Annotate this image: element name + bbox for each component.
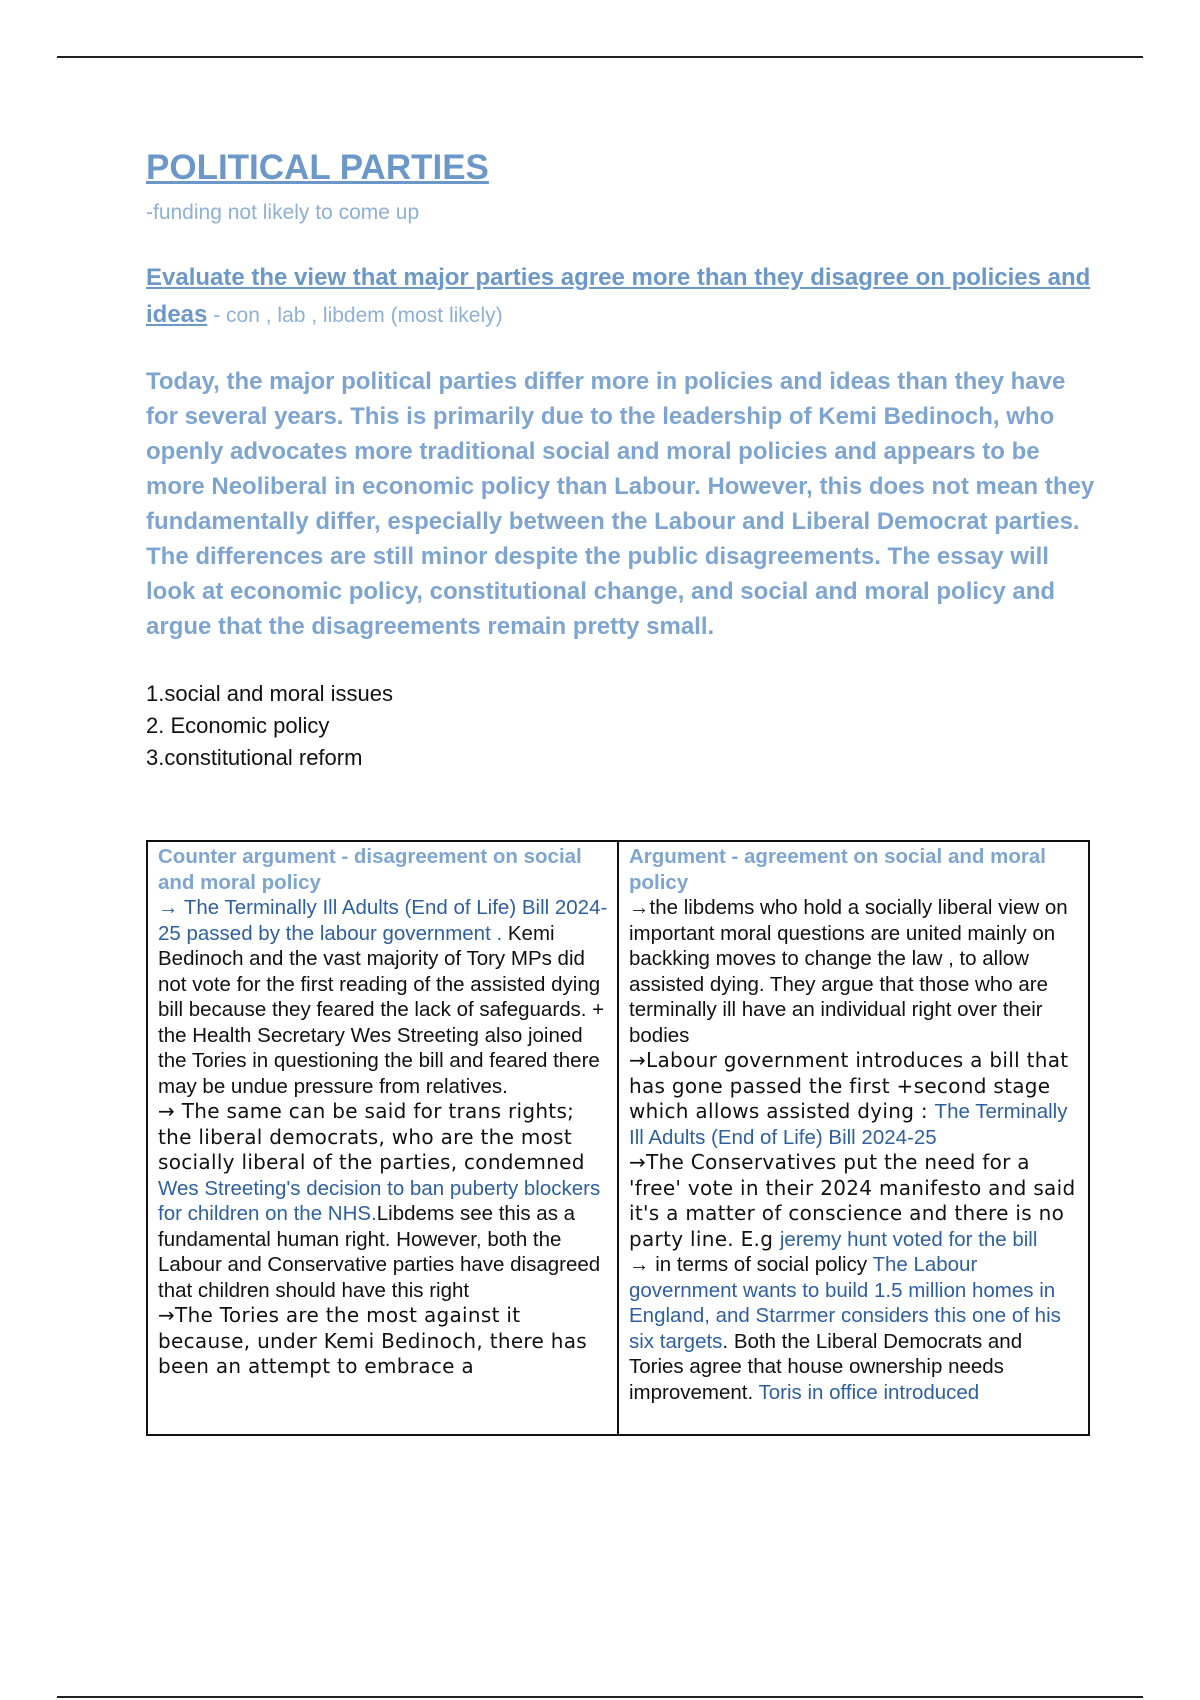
tories-reference: Toris in office introduced [758, 1380, 980, 1404]
plan-item: 1.social and moral issues [146, 681, 394, 706]
jeremy-hunt-reference: jeremy hunt voted for the bill [779, 1227, 1038, 1251]
argument-point-4-mid: . Both the Liberal Democrats and Tories agree that house ownership needs improvement. [629, 1329, 1023, 1404]
counter-point-1-text: Kemi Bedinoch and the vast majority of Tory MPs did not vote for the first reading of the assisted dying bill because they feared the lack of safeguards. + the Health Secretary Wes Streeting also joined the Tories in questioning the bill and feared there may be undue pressure from relatives. [158, 921, 605, 1098]
argument-heading: Argument - agreement on social and moral policy [629, 845, 1046, 894]
subtitle-note: -funding not likely to come up [146, 201, 420, 224]
argument-point-3 [629, 1150, 1080, 1252]
argument-table [146, 840, 1090, 1436]
intro-paragraph: Today, the major political parties differ more in policies and ideas than they have for several years. This is primarily due to the leadership of Kemi Bedinoch, who openly advocates more traditional social and moral policies and appears to be more Neoliberal in economic policy than Labour. However, this does not mean they fundamentally differ, especially between the Labour and Liberal Democrat parties. The differences are still minor despite the public disagreements. The essay will look at economic policy, constitutional change, and social and moral policy and argue that the disagreements remain pretty small. [146, 368, 1095, 640]
essay-plan-list [146, 678, 1096, 774]
plan-item: 3.constitutional reform [146, 745, 363, 770]
counter-point-2 [158, 1099, 609, 1303]
counter-point-2-tail: Libdems see this as a fundamental human right. However, both the Labour and Conservative parties have disagreed that children should have this right [158, 1202, 601, 1302]
plan-item: 2. Economic policy [146, 713, 330, 738]
counter-point-3: →The Tories are the most against it because, under Kemi Bedinoch, there has been an attempt to embrace a [158, 1303, 588, 1378]
bottom-rule [57, 1696, 1143, 1698]
bill-reference-right: The Terminally Ill Adults (End of Life) Bill 2024-25 [629, 1100, 1068, 1149]
argument-point-3-text: →The Conservatives put the need for a 'free' vote in their 2024 manifesto and said it's a matter of conscience and there is no party line. E.g [629, 1150, 1076, 1251]
argument-point-2 [629, 1048, 1080, 1150]
counter-point-1 [158, 895, 609, 1099]
housing-target-reference: The Labour government wants to build 1.5 million homes in England, and Starrmer considers this one of his six targets [629, 1253, 1061, 1353]
document-body [146, 140, 1096, 774]
top-rule [57, 56, 1143, 58]
question-note: - con , lab , libdem (most likely) [207, 304, 503, 327]
argument-point-4 [629, 1252, 1080, 1405]
argument-point-2-text: →Labour government introduces a bill that has gone passed the first +second stage which allows assisted dying : [629, 1048, 1069, 1123]
page-title: POLITICAL PARTIES [146, 148, 489, 187]
counter-point-2-text: → The same can be said for trans rights; the liberal democrats, who are the most socially liberal of the parties, condemned [158, 1099, 585, 1174]
argument-point-1: →the libdems who hold a socially liberal view on important moral questions are united mainly on backking moves to change the law , to allow assisted dying. They argue that those who are terminally ill have an individual right over their bodies [629, 896, 1068, 1047]
puberty-blockers-reference: Wes Streeting's decision to ban puberty blockers for children on the NHS. [158, 1176, 601, 1225]
counter-argument-column [147, 841, 618, 1435]
question-text: Evaluate the view that major parties agree more than they disagree on policies and ideas [146, 264, 1091, 328]
bill-reference: → The Terminally Ill Adults (End of Life) Bill 2024-25 passed by the labour government . [158, 896, 608, 945]
essay-question [146, 259, 1096, 334]
counter-argument-heading: Counter argument - disagreement on social and moral policy [158, 845, 582, 894]
argument-point-4-text: → in terms of social policy [629, 1253, 873, 1276]
argument-column [618, 841, 1089, 1435]
